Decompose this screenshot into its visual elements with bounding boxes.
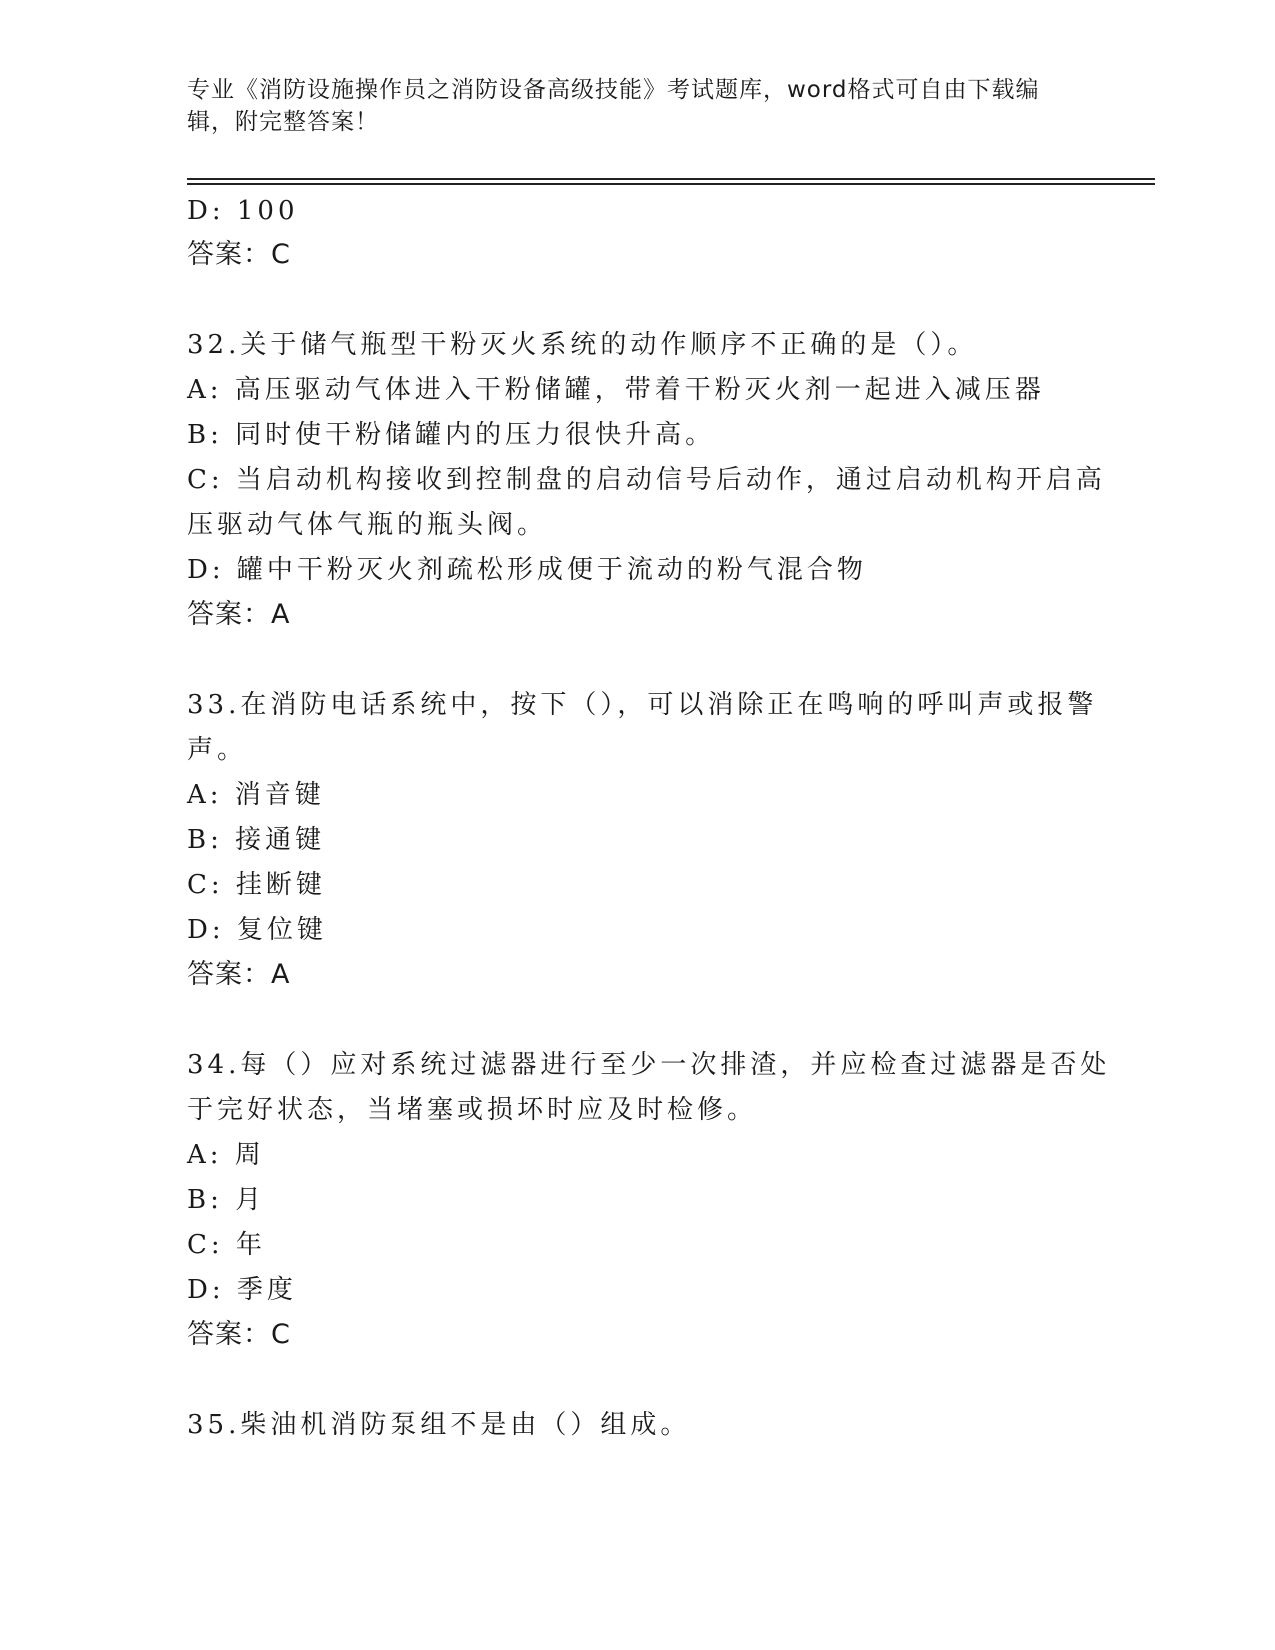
q33-option-d: D: 复位键 [187, 915, 327, 945]
q34-stem-line1: 34.每（）应对系统过滤器进行至少一次排渣，并应检查过滤器是否处 [187, 1050, 1111, 1080]
q32-option-a: A: 高压驱动气体进入干粉储罐，带着干粉灭火剂一起进入减压器 [187, 375, 1045, 405]
q33-option-c: C: 挂断键 [187, 870, 326, 900]
header-line-1: 专业《消防设施操作员之消防设备高级技能》考试题库，word格式可自由下载编 [187, 77, 1040, 103]
prev-answer: 答案：C [187, 239, 291, 270]
q32-option-c-line1: C: 当启动机构接收到控制盘的启动信号后动作，通过启动机构开启高 [187, 465, 1106, 495]
q32-option-c-line2: 压驱动气体气瓶的瓶头阀。 [187, 510, 548, 540]
header-line-2: 辑，附完整答案！ [187, 109, 379, 135]
document-header [187, 74, 1067, 138]
q33-answer: 答案：A [187, 959, 291, 990]
header-divider-top [187, 178, 1155, 180]
q32-answer: 答案：A [187, 599, 291, 630]
q33-stem-line1: 33.在消防电话系统中，按下（），可以消除正在鸣响的呼叫声或报警 [187, 690, 1098, 720]
q34-stem-line2: 于完好状态，当堵塞或损坏时应及时检修。 [187, 1095, 758, 1125]
header-divider-bottom [187, 183, 1155, 185]
q34-answer: 答案：C [187, 1319, 291, 1350]
q33-option-b: B: 接通键 [187, 825, 326, 855]
q34-option-a: A: 周 [187, 1140, 265, 1170]
q32-option-b: B: 同时使干粉储罐内的压力很快升高。 [187, 420, 716, 450]
q34-option-c: C: 年 [187, 1230, 266, 1260]
prev-option-d: D: 100 [187, 196, 299, 226]
q32-option-d: D: 罐中干粉灭火剂疏松形成便于流动的粉气混合物 [187, 555, 867, 585]
q33-option-a: A: 消音键 [187, 780, 325, 810]
q33-stem-line2: 声。 [187, 735, 248, 765]
q34-option-d: D: 季度 [187, 1275, 297, 1305]
q35-stem: 35.柴油机消防泵组不是由（）组成。 [187, 1410, 691, 1440]
q34-option-b: B: 月 [187, 1185, 266, 1215]
q32-stem: 32.关于储气瓶型干粉灭火系统的动作顺序不正确的是（）。 [187, 330, 978, 360]
